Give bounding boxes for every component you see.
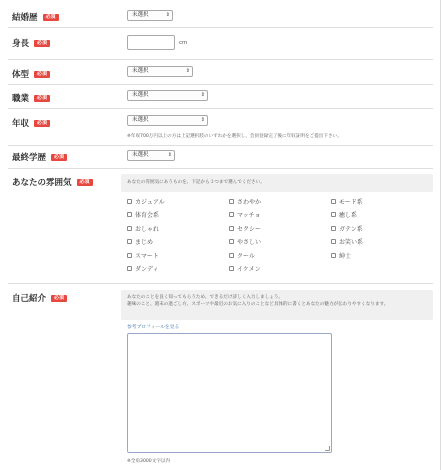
atmosphere-option[interactable]: カジュアル [127, 197, 165, 206]
marital-select[interactable] [127, 10, 173, 21]
atmosphere-option[interactable]: マッチョ [229, 210, 261, 219]
intro-label-text: 自己紹介 [12, 294, 47, 304]
checkbox-icon [229, 226, 234, 231]
select-arrows-icon: ⇕ [200, 92, 205, 98]
checkbox-icon [331, 253, 336, 258]
checkbox-icon [127, 253, 132, 258]
income-label-text: 年収 [12, 119, 30, 129]
checkbox-icon [127, 199, 132, 204]
atmosphere-option[interactable]: まじめ [127, 237, 153, 246]
income-select[interactable] [127, 115, 208, 126]
education-label-text: 最終学歴 [12, 153, 47, 163]
height-label [12, 37, 50, 49]
occupation-select-value: 未選択 [132, 92, 149, 98]
checkbox-icon [229, 266, 234, 271]
intro-label [12, 292, 67, 304]
intro-instruction-line: 趣味のこと、週末の過ごし方、スポーツや最近のお気に入りのことなど具体的に書くとあなたの魅力が伝わりやすくなります。 [127, 302, 389, 307]
checkbox-icon [229, 253, 234, 258]
atmosphere-option[interactable]: 癒し系 [331, 210, 357, 219]
education-select[interactable] [127, 150, 175, 161]
checkbox-icon [127, 212, 132, 217]
atmosphere-label-text: あなたの雰囲気 [12, 178, 72, 188]
checkbox-icon [127, 266, 132, 271]
marital-label [12, 11, 59, 23]
atmosphere-option[interactable]: モード系 [331, 197, 363, 206]
checkbox-icon [331, 239, 336, 244]
income-note: ※年収700万円以上の方は上記選択肢のいずれかを選択し、会員登録完了後に年収証明をご提出下さい。 [127, 134, 342, 139]
education-label [12, 151, 67, 163]
education-select-value: 未選択 [132, 152, 149, 158]
required-badge: 必須 [34, 95, 50, 102]
occupation-select[interactable] [127, 90, 208, 101]
checkbox-icon [229, 199, 234, 204]
required-badge: 必須 [34, 71, 50, 78]
intro-textarea[interactable] [127, 333, 332, 453]
atmosphere-option[interactable]: やさしい [229, 237, 261, 246]
income-label [12, 117, 50, 129]
marital-select-value: 未選択 [132, 12, 149, 18]
atmosphere-option[interactable]: さわやか [229, 197, 261, 206]
intro-instruction-line: あなたのことを良く知ってもらうため、できるだけ詳しく入力しましょう。 [127, 295, 284, 300]
required-badge: 必須 [34, 120, 50, 127]
income-select-value: 未選択 [132, 117, 149, 123]
divider [8, 59, 433, 60]
atmosphere-option[interactable]: お笑い系 [331, 237, 363, 246]
atmosphere-label [12, 176, 93, 188]
required-badge: 必須 [43, 14, 59, 21]
height-unit: cm [179, 40, 188, 46]
atmosphere-option[interactable]: 紳士 [331, 251, 351, 260]
body-type-select[interactable] [127, 66, 193, 77]
checkbox-icon [229, 212, 234, 217]
body-type-label [12, 68, 50, 80]
atmosphere-option[interactable]: ガテン系 [331, 224, 363, 233]
atmosphere-option[interactable]: おしゃれ [127, 224, 159, 233]
divider [8, 145, 433, 146]
divider [8, 168, 433, 169]
occupation-label [12, 92, 50, 104]
checkbox-icon [331, 212, 336, 217]
body-type-select-value: 未選択 [132, 68, 149, 74]
intro-limit-note: ※全角3000文字以内 [127, 459, 171, 464]
checkbox-icon [127, 239, 132, 244]
intro-instruction [121, 290, 433, 320]
atmosphere-option[interactable]: スマート [127, 251, 159, 260]
body-type-label-text: 体型 [12, 70, 30, 80]
atmosphere-option[interactable]: イケメン [229, 264, 261, 273]
occupation-label-text: 職業 [12, 94, 30, 104]
select-arrows-icon: ⇕ [200, 117, 205, 123]
divider [8, 108, 433, 109]
required-badge: 必須 [77, 179, 93, 186]
resize-handle-icon[interactable] [325, 446, 330, 451]
atmosphere-option[interactable]: セクシー [229, 224, 261, 233]
height-input[interactable] [127, 35, 175, 50]
reference-profile-link[interactable]: 参考プロフィールを見る [127, 325, 180, 330]
checkbox-icon [331, 226, 336, 231]
checkbox-icon [229, 239, 234, 244]
atmosphere-option[interactable]: ダンディ [127, 264, 159, 273]
atmosphere-option[interactable]: クール [229, 251, 255, 260]
divider [8, 27, 433, 28]
divider [8, 283, 433, 284]
divider [8, 84, 433, 85]
required-badge: 必須 [51, 154, 67, 161]
select-arrows-icon: ⇕ [185, 68, 190, 74]
select-arrows-icon: ⇕ [165, 12, 170, 18]
required-badge: 必須 [51, 295, 67, 302]
required-badge: 必須 [34, 40, 50, 47]
checkbox-icon [331, 199, 336, 204]
checkbox-icon [127, 226, 132, 231]
atmosphere-option[interactable]: 体育会系 [127, 210, 159, 219]
marital-label-text: 結婚歴 [12, 13, 38, 23]
atmosphere-instruction: あなたの雰囲気にあうものを、下記から３つまで選んでください。 [121, 174, 433, 192]
select-arrows-icon: ⇕ [167, 152, 172, 158]
height-label-text: 身長 [12, 39, 30, 49]
